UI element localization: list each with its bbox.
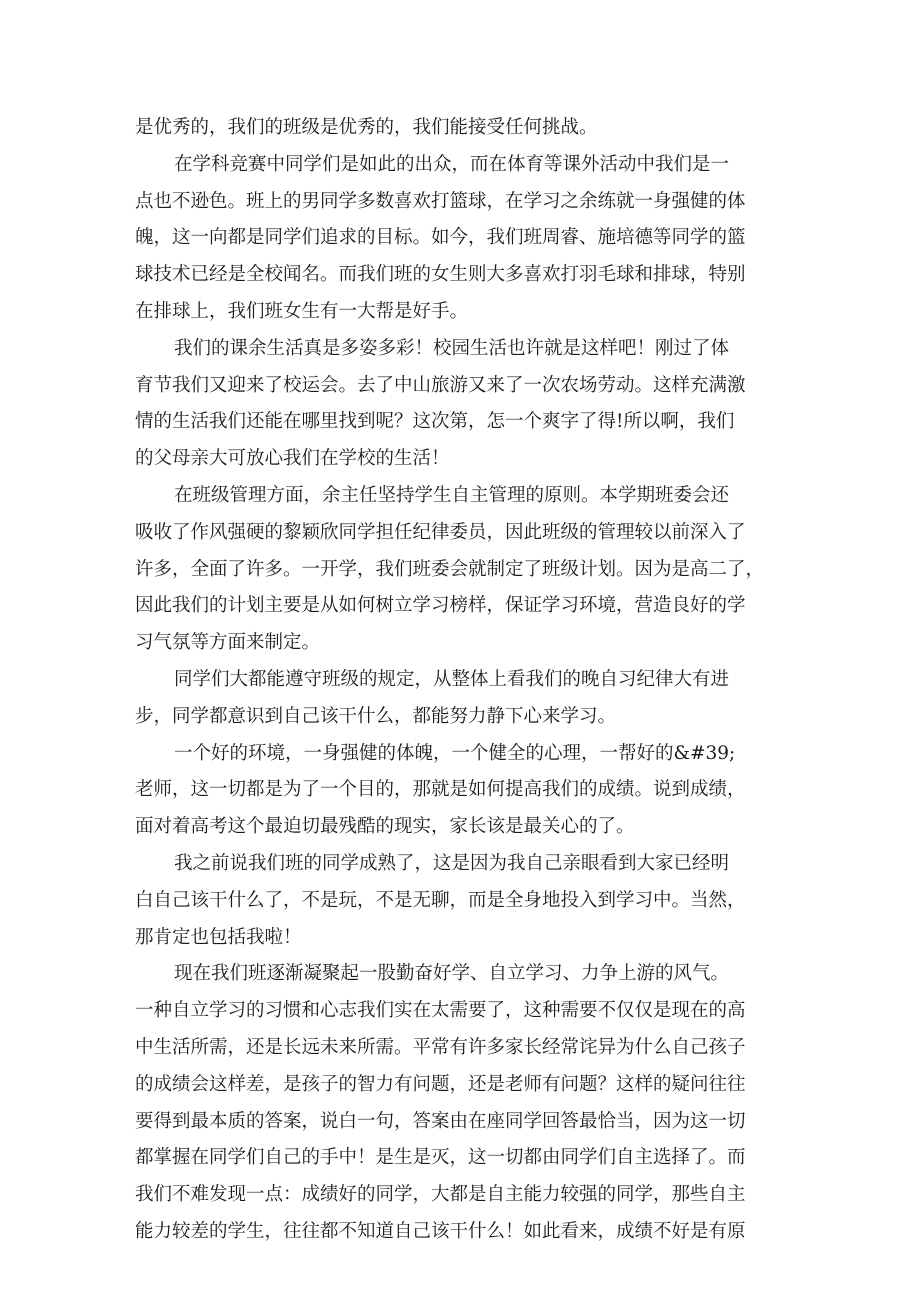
text-line: 白自己该干什么了，不是玩，不是无聊，而是全身地投入到学习中。当然， <box>135 889 746 911</box>
text-line: 吸收了作风强硬的黎颖欣同学担任纪律委员，因此班级的管理较以前深入了 <box>135 521 746 543</box>
text-line: 老师，这一切都是为了一个目的，那就是如何提高我们的成绩。说到成绩， <box>135 779 746 801</box>
paragraph-first-line: 在学科竞赛中同学们是如此的出众，而在体育等课外活动中我们是一 <box>174 153 730 175</box>
text-line: 一种自立学习的习惯和心志我们实在太需要了，这种需要不仅仅是现在的高 <box>135 1000 746 1022</box>
text-line: 情的生活我们还能在哪里找到呢？这次第，怎一个爽字了得!所以啊，我们 <box>135 411 735 433</box>
text-line: 魄，这一向都是同学们追求的目标。如今，我们班周睿、施培德等同学的篮 <box>135 227 746 249</box>
text-line: 许多，全面了许多。一开学，我们班委会就制定了班级计划。因为是高二了， <box>135 558 765 580</box>
text-line: 点也不逊色。班上的男同学多数喜欢打篮球，在学习之余练就一身强健的体 <box>135 190 746 212</box>
text-line: 中生活所需，还是长远未来所需。平常有许多家长经常诧异为什么自己孩子 <box>135 1036 746 1058</box>
text-line: 那肯定也包括我啦！ <box>135 926 302 948</box>
text-line: 要得到最本质的答案，说白一句，答案由在座同学回答最恰当，因为这一切 <box>135 1110 746 1132</box>
text-line: 育节我们又迎来了校运会。去了中山旅游又来了一次农场劳动。这样充满激 <box>135 374 746 396</box>
text-line: 的成绩会这样差，是孩子的智力有问题，还是老师有问题？这样的疑问往往 <box>135 1073 746 1095</box>
text-line: 步，同学都意识到自己该干什么，都能努力静下心来学习。 <box>135 705 617 727</box>
text-line: 是优秀的，我们的班级是优秀的，我们能接受任何挑战。 <box>135 117 598 138</box>
text-line: 都掌握在同学们自己的手中！是生是灭，这一切都由同学们自主选择了。而 <box>135 1147 746 1169</box>
document-page <box>135 110 790 1251</box>
text-line: 球技术已经是全校闻名。而我们班的女生则大多喜欢打羽毛球和排球，特别 <box>135 264 746 286</box>
paragraph-first-line: 在班级管理方面，余主任坚持学生自主管理的原则。本学期班委会还 <box>174 484 730 506</box>
text-line: 能力较差的学生，往往都不知道自己该干什么！如此看来，成绩不好是有原 <box>135 1220 746 1242</box>
text-line: 习气氛等方面来制定。 <box>135 632 321 654</box>
paragraph-first-line: 现在我们班逐渐凝聚起一股勤奋好学、自立学习、力争上游的风气。 <box>174 963 730 985</box>
paragraph-first-line: 同学们大都能遵守班级的规定，从整体上看我们的晚自习纪律大有进 <box>174 668 730 690</box>
paragraph-first-line: 我们的课余生活真是多姿多彩！校园生活也许就是这样吧！刚过了体 <box>174 337 730 359</box>
text-line: 在排球上，我们班女生有一大帮是好手。 <box>135 300 469 322</box>
text-line: 因此我们的计划主要是从如何树立学习榜样，保证学习环境，营造良好的学 <box>135 595 746 617</box>
paragraph-first-line: 一个好的环境，一身强健的体魄，一个健全的心理，一帮好的&#39; <box>174 742 736 764</box>
text-line: 面对着高考这个最迫切最残酷的现实，家长该是最关心的了。 <box>135 816 635 838</box>
paragraph-first-line: 我之前说我们班的同学成熟了，这是因为我自己亲眼看到大家已经明 <box>174 852 730 874</box>
text-line: 的父母亲大可放心我们在学校的生活！ <box>135 448 450 470</box>
text-line: 我们不难发现一点：成绩好的同学，大都是自主能力较强的同学，那些自主 <box>135 1184 746 1206</box>
